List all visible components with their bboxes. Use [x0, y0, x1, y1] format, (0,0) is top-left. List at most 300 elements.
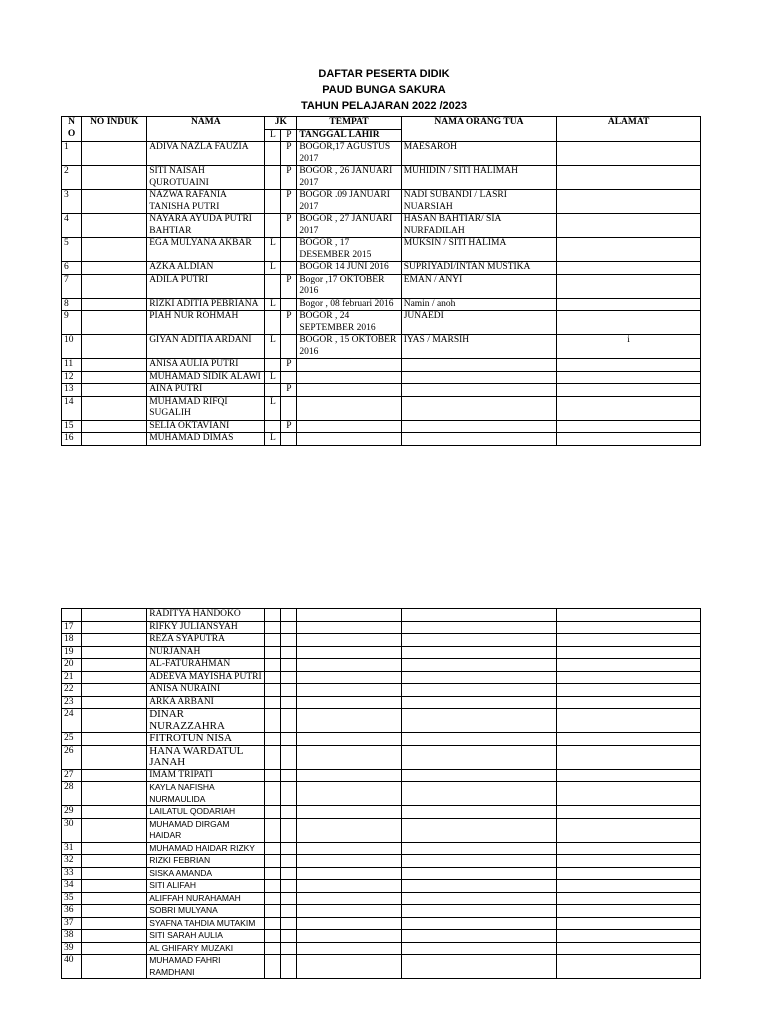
cell-no-induk: [82, 867, 147, 880]
cell-alamat: [557, 842, 701, 855]
cell-alamat: [557, 311, 701, 335]
cell-nama-orang-tua: [401, 733, 556, 746]
cell-no-induk: [82, 745, 147, 769]
cell-jk-l: [265, 420, 281, 433]
cell-alamat: i: [557, 335, 701, 359]
cell-jk-l: L: [265, 335, 281, 359]
cell-no: 11: [62, 359, 82, 372]
cell-no-induk: [82, 646, 147, 659]
cell-nama-orang-tua: [401, 671, 556, 684]
cell-nama-orang-tua: IYAS / MARSIH: [401, 335, 556, 359]
cell-jk-l: [265, 892, 281, 905]
cell-nama: EGA MULYANA AKBAR: [147, 238, 265, 262]
cell-nama: GIYAN ADITIA ARDANI: [147, 335, 265, 359]
cell-alamat: [557, 384, 701, 397]
cell-no: 14: [62, 396, 82, 420]
table-row: [62, 634, 701, 647]
table-row: [62, 955, 701, 979]
cell-nama-orang-tua: [401, 396, 556, 420]
academic-year: TAHUN PELAJARAN 2022 /2023: [300, 100, 468, 112]
cell-no: 21: [62, 671, 82, 684]
cell-nama-orang-tua: [401, 818, 556, 842]
cell-alamat: [557, 942, 701, 955]
cell-jk-p: [281, 396, 297, 420]
cell-no-induk: [82, 384, 147, 397]
cell-jk-p: [281, 855, 297, 868]
cell-nama-orang-tua: JUNAEDI: [401, 311, 556, 335]
cell-alamat: [557, 142, 701, 166]
cell-alamat: [557, 396, 701, 420]
cell-jk-p: [281, 298, 297, 311]
cell-no: [62, 609, 82, 622]
cell-nama: SITI SARAH AULIA: [147, 930, 265, 943]
cell-alamat: [557, 930, 701, 943]
cell-no-induk: [82, 190, 147, 214]
cell-jk-l: L: [265, 396, 281, 420]
cell-nama-orang-tua: NADI SUBANDI / LASRI NUARSIAH: [401, 190, 556, 214]
cell-alamat: [557, 671, 701, 684]
header-tempat: TEMPAT: [297, 117, 401, 130]
table-row: [62, 190, 701, 214]
table-row: [62, 214, 701, 238]
cell-tempat-tanggal-lahir: [297, 867, 401, 880]
cell-nama: AINA PUTRI: [147, 384, 265, 397]
cell-jk-p: [281, 696, 297, 709]
cell-nama: ADEEVA MAYISHA PUTRI: [147, 671, 265, 684]
cell-no-induk: [82, 274, 147, 298]
cell-jk-l: [265, 733, 281, 746]
cell-jk-p: P: [281, 359, 297, 372]
cell-no: 23: [62, 696, 82, 709]
table-row: [62, 420, 701, 433]
cell-jk-l: [265, 274, 281, 298]
cell-alamat: [557, 867, 701, 880]
cell-alamat: [557, 659, 701, 672]
cell-no-induk: [82, 955, 147, 979]
cell-no: 30: [62, 818, 82, 842]
cell-nama: REZA SYAPUTRA: [147, 634, 265, 647]
table-row: [62, 905, 701, 918]
cell-no-induk: [82, 659, 147, 672]
cell-no-induk: [82, 806, 147, 819]
cell-jk-p: [281, 335, 297, 359]
cell-no: 27: [62, 769, 82, 782]
cell-jk-l: [265, 659, 281, 672]
header-no-induk: NO INDUK: [82, 117, 147, 142]
cell-jk-p: [281, 930, 297, 943]
cell-alamat: [557, 621, 701, 634]
cell-alamat: [557, 818, 701, 842]
cell-tempat-tanggal-lahir: [297, 609, 401, 622]
table-row: [62, 609, 701, 622]
cell-nama-orang-tua: [401, 917, 556, 930]
cell-nama: SITI NAISAH QUROTUAINI: [147, 166, 265, 190]
cell-jk-p: [281, 646, 297, 659]
cell-jk-p: [281, 745, 297, 769]
cell-tempat-tanggal-lahir: [297, 371, 401, 384]
cell-no: 24: [62, 709, 82, 733]
cell-no-induk: [82, 142, 147, 166]
cell-jk-p: [281, 609, 297, 622]
cell-jk-p: [281, 634, 297, 647]
cell-nama-orang-tua: [401, 420, 556, 433]
cell-nama-orang-tua: [401, 880, 556, 893]
cell-no: 7: [62, 274, 82, 298]
cell-nama-orang-tua: [401, 769, 556, 782]
cell-jk-p: P: [281, 384, 297, 397]
cell-nama: LAILATUL QODARIAH: [147, 806, 265, 819]
cell-jk-l: [265, 166, 281, 190]
cell-no-induk: [82, 609, 147, 622]
table-row: [62, 433, 701, 446]
cell-jk-p: P: [281, 420, 297, 433]
cell-nama: SISKA AMANDA: [147, 867, 265, 880]
cell-no-induk: [82, 930, 147, 943]
cell-nama: SOBRI MULYANA: [147, 905, 265, 918]
cell-no-induk: [82, 942, 147, 955]
cell-tempat-tanggal-lahir: BOGOR , 27 JANUARI 2017: [297, 214, 401, 238]
cell-no-induk: [82, 818, 147, 842]
cell-tempat-tanggal-lahir: [297, 806, 401, 819]
table-row: [62, 684, 701, 697]
cell-jk-p: P: [281, 142, 297, 166]
cell-nama-orang-tua: MAESAROH: [401, 142, 556, 166]
cell-nama: PIAH NUR ROHMAH: [147, 311, 265, 335]
cell-nama: NAYARA AYUDA PUTRI BAHTIAR: [147, 214, 265, 238]
cell-nama: HANA WARDATUL JANAH: [147, 745, 265, 769]
cell-nama-orang-tua: [401, 634, 556, 647]
cell-tempat-tanggal-lahir: [297, 942, 401, 955]
cell-tempat-tanggal-lahir: [297, 930, 401, 943]
cell-no-induk: [82, 696, 147, 709]
cell-nama-orang-tua: [401, 782, 556, 806]
cell-tempat-tanggal-lahir: [297, 359, 401, 372]
cell-jk-l: [265, 359, 281, 372]
cell-no: 16: [62, 433, 82, 446]
cell-jk-p: [281, 709, 297, 733]
cell-jk-l: [265, 384, 281, 397]
cell-no-induk: [82, 905, 147, 918]
cell-nama: MUHAMAD RIFQI SUGALIH: [147, 396, 265, 420]
table-row: [62, 745, 701, 769]
cell-nama: ADIVA NAZLA FAUZIA: [147, 142, 265, 166]
cell-no: 38: [62, 930, 82, 943]
table-row: [62, 867, 701, 880]
cell-jk-l: [265, 745, 281, 769]
cell-jk-l: [265, 782, 281, 806]
student-table-page-2: [61, 608, 701, 979]
table-row: [62, 917, 701, 930]
cell-no-induk: [82, 880, 147, 893]
cell-no-induk: [82, 166, 147, 190]
document-title: DAFTAR PESERTA DIDIK: [318, 68, 450, 80]
table-row: [62, 142, 701, 166]
cell-nama: MUHAMAD DIRGAM HAIDAR: [147, 818, 265, 842]
table-row: [62, 371, 701, 384]
cell-no: 28: [62, 782, 82, 806]
cell-tempat-tanggal-lahir: [297, 684, 401, 697]
cell-no: 34: [62, 880, 82, 893]
cell-alamat: [557, 214, 701, 238]
table-row: [62, 384, 701, 397]
cell-alamat: [557, 359, 701, 372]
cell-jk-l: [265, 634, 281, 647]
header-jk-l: L: [265, 129, 281, 142]
cell-tempat-tanggal-lahir: BOGOR .09 JANUARI 2017: [297, 190, 401, 214]
cell-jk-l: [265, 880, 281, 893]
cell-tempat-tanggal-lahir: Bogor , 08 februari 2016: [297, 298, 401, 311]
cell-tempat-tanggal-lahir: [297, 433, 401, 446]
table-row: [62, 671, 701, 684]
cell-alamat: [557, 782, 701, 806]
header-nama-orang-tua: NAMA ORANG TUA: [401, 117, 556, 142]
cell-nama-orang-tua: [401, 942, 556, 955]
cell-tempat-tanggal-lahir: [297, 842, 401, 855]
table-row: [62, 880, 701, 893]
cell-tempat-tanggal-lahir: [297, 671, 401, 684]
cell-no: 10: [62, 335, 82, 359]
cell-tempat-tanggal-lahir: [297, 733, 401, 746]
cell-jk-p: [281, 905, 297, 918]
table-row: [62, 659, 701, 672]
table-row: [62, 621, 701, 634]
cell-jk-p: [281, 917, 297, 930]
cell-nama: ARKA ARBANI: [147, 696, 265, 709]
table-row: [62, 855, 701, 868]
cell-nama: ADILA PUTRI: [147, 274, 265, 298]
cell-jk-l: [265, 955, 281, 979]
cell-nama-orang-tua: [401, 659, 556, 672]
cell-jk-l: [265, 621, 281, 634]
cell-no-induk: [82, 420, 147, 433]
cell-alamat: [557, 262, 701, 275]
cell-jk-p: [281, 818, 297, 842]
cell-jk-l: [265, 930, 281, 943]
cell-alamat: [557, 892, 701, 905]
cell-jk-l: L: [265, 262, 281, 275]
table-row: [62, 335, 701, 359]
table-row: [62, 311, 701, 335]
cell-jk-l: [265, 818, 281, 842]
cell-alamat: [557, 917, 701, 930]
cell-nama-orang-tua: [401, 709, 556, 733]
cell-jk-p: [281, 769, 297, 782]
cell-tempat-tanggal-lahir: [297, 646, 401, 659]
cell-tempat-tanggal-lahir: [297, 659, 401, 672]
cell-tempat-tanggal-lahir: [297, 709, 401, 733]
cell-no-induk: [82, 298, 147, 311]
cell-jk-l: [265, 671, 281, 684]
cell-alamat: [557, 274, 701, 298]
cell-no-induk: [82, 892, 147, 905]
cell-nama: ALIFFAH NURAHAMAH: [147, 892, 265, 905]
cell-nama-orang-tua: HASAN BAHTIAR/ SIA NURFADILAH: [401, 214, 556, 238]
cell-nama: SELIA OKTAVIANI: [147, 420, 265, 433]
cell-no: 22: [62, 684, 82, 697]
table-row: [62, 298, 701, 311]
cell-nama-orang-tua: [401, 930, 556, 943]
cell-nama-orang-tua: SUPRIYADI/INTAN MUSTIKA: [401, 262, 556, 275]
cell-nama: NURJANAH: [147, 646, 265, 659]
cell-no: 4: [62, 214, 82, 238]
cell-no-induk: [82, 855, 147, 868]
cell-jk-p: P: [281, 274, 297, 298]
header-tanggal-lahir: TANGGAL LAHIR: [297, 129, 401, 142]
cell-tempat-tanggal-lahir: [297, 955, 401, 979]
cell-tempat-tanggal-lahir: [297, 905, 401, 918]
table-row: [62, 166, 701, 190]
cell-jk-l: [265, 855, 281, 868]
cell-alamat: [557, 880, 701, 893]
cell-jk-l: [265, 842, 281, 855]
cell-nama-orang-tua: [401, 433, 556, 446]
cell-jk-p: [281, 880, 297, 893]
cell-nama: IMAM TRIPATI: [147, 769, 265, 782]
table-row: [62, 769, 701, 782]
cell-nama-orang-tua: [401, 696, 556, 709]
cell-jk-p: [281, 621, 297, 634]
cell-no-induk: [82, 238, 147, 262]
cell-nama: DINAR NURAZZAHRA: [147, 709, 265, 733]
cell-tempat-tanggal-lahir: [297, 696, 401, 709]
cell-tempat-tanggal-lahir: [297, 384, 401, 397]
cell-nama-orang-tua: [401, 892, 556, 905]
cell-jk-p: [281, 659, 297, 672]
cell-nama-orang-tua: MUHIDIN / SITI HALIMAH: [401, 166, 556, 190]
cell-tempat-tanggal-lahir: [297, 782, 401, 806]
cell-nama: RIFKY JULIANSYAH: [147, 621, 265, 634]
cell-tempat-tanggal-lahir: [297, 892, 401, 905]
cell-no-induk: [82, 433, 147, 446]
cell-jk-p: [281, 806, 297, 819]
cell-nama-orang-tua: [401, 684, 556, 697]
cell-nama: RIZKI FEBRIAN: [147, 855, 265, 868]
cell-nama-orang-tua: [401, 855, 556, 868]
cell-no: 29: [62, 806, 82, 819]
table-row: [62, 396, 701, 420]
cell-no: 33: [62, 867, 82, 880]
cell-tempat-tanggal-lahir: [297, 855, 401, 868]
cell-nama-orang-tua: Namin / anoh: [401, 298, 556, 311]
header-no: N O: [62, 117, 82, 142]
cell-nama: KAYLA NAFISHA NURMAULIDA: [147, 782, 265, 806]
cell-jk-p: [281, 262, 297, 275]
cell-jk-l: [265, 905, 281, 918]
cell-no: 6: [62, 262, 82, 275]
cell-nama-orang-tua: [401, 609, 556, 622]
cell-no-induk: [82, 671, 147, 684]
cell-jk-p: P: [281, 190, 297, 214]
cell-jk-l: [265, 142, 281, 166]
cell-no-induk: [82, 782, 147, 806]
cell-tempat-tanggal-lahir: [297, 621, 401, 634]
cell-no: 3: [62, 190, 82, 214]
cell-alamat: [557, 955, 701, 979]
cell-alamat: [557, 371, 701, 384]
cell-nama-orang-tua: [401, 955, 556, 979]
table-row: [62, 842, 701, 855]
table-row: [62, 782, 701, 806]
cell-jk-p: [281, 867, 297, 880]
cell-no: 40: [62, 955, 82, 979]
cell-nama-orang-tua: [401, 745, 556, 769]
cell-alamat: [557, 745, 701, 769]
cell-no: 15: [62, 420, 82, 433]
table-row: [62, 359, 701, 372]
header-nama: NAMA: [147, 117, 265, 142]
cell-nama: NAZWA RAFANIA TANISHA PUTRI: [147, 190, 265, 214]
cell-nama: SYAFNA TAHDIA MUTAKIM: [147, 917, 265, 930]
cell-alamat: [557, 696, 701, 709]
cell-tempat-tanggal-lahir: BOGOR,17 AGUSTUS 2017: [297, 142, 401, 166]
cell-jk-p: [281, 942, 297, 955]
cell-tempat-tanggal-lahir: BOGOR , 17 DESEMBER 2015: [297, 238, 401, 262]
cell-nama: MUHAMAD SIDIK ALAWI: [147, 371, 265, 384]
cell-alamat: [557, 433, 701, 446]
table-row: [62, 709, 701, 733]
cell-no: 37: [62, 917, 82, 930]
cell-alamat: [557, 634, 701, 647]
cell-no: 2: [62, 166, 82, 190]
cell-no: 8: [62, 298, 82, 311]
cell-alamat: [557, 709, 701, 733]
cell-no-induk: [82, 634, 147, 647]
cell-tempat-tanggal-lahir: BOGOR 14 JUNI 2016: [297, 262, 401, 275]
table-row: [62, 262, 701, 275]
cell-jk-p: [281, 955, 297, 979]
cell-no-induk: [82, 769, 147, 782]
cell-nama-orang-tua: [401, 842, 556, 855]
cell-no: 5: [62, 238, 82, 262]
cell-nama: MUHAMAD DIMAS: [147, 433, 265, 446]
cell-alamat: [557, 238, 701, 262]
cell-jk-p: [281, 892, 297, 905]
table-row: [62, 892, 701, 905]
table-row: [62, 942, 701, 955]
cell-no: 17: [62, 621, 82, 634]
cell-nama: MUHAMAD FAHRI RAMDHANI: [147, 955, 265, 979]
cell-alamat: [557, 420, 701, 433]
cell-no-induk: [82, 359, 147, 372]
cell-no: 31: [62, 842, 82, 855]
cell-no: 26: [62, 745, 82, 769]
cell-nama-orang-tua: [401, 646, 556, 659]
cell-jk-l: L: [265, 371, 281, 384]
cell-no: 9: [62, 311, 82, 335]
cell-no-induk: [82, 371, 147, 384]
table-row: [62, 238, 701, 262]
cell-no-induk: [82, 684, 147, 697]
cell-jk-l: [265, 684, 281, 697]
cell-no: 19: [62, 646, 82, 659]
cell-jk-p: [281, 782, 297, 806]
cell-jk-l: [265, 609, 281, 622]
school-name: PAUD BUNGA SAKURA: [322, 84, 446, 96]
cell-no-induk: [82, 733, 147, 746]
cell-nama: FITROTUN NISA: [147, 733, 265, 746]
cell-no: 18: [62, 634, 82, 647]
cell-nama-orang-tua: [401, 371, 556, 384]
cell-jk-l: L: [265, 238, 281, 262]
cell-no-induk: [82, 396, 147, 420]
cell-tempat-tanggal-lahir: BOGOR , 24 SEPTEMBER 2016: [297, 311, 401, 335]
cell-jk-l: [265, 214, 281, 238]
cell-tempat-tanggal-lahir: [297, 880, 401, 893]
cell-jk-l: [265, 709, 281, 733]
cell-jk-p: [281, 238, 297, 262]
cell-nama-orang-tua: [401, 384, 556, 397]
cell-alamat: [557, 733, 701, 746]
